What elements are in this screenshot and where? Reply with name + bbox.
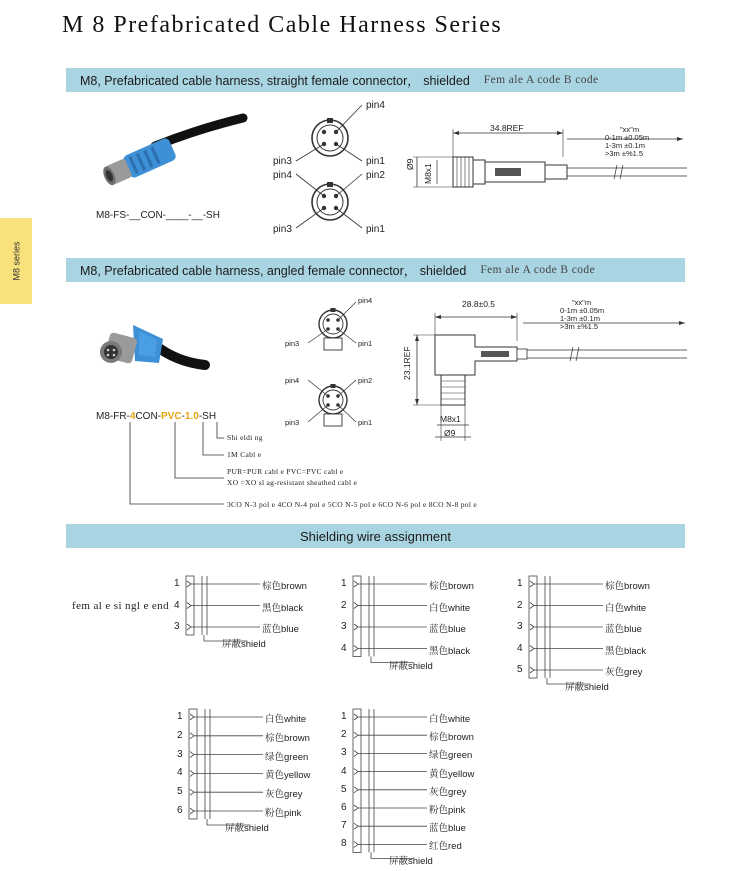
s2-pin4-bottom: pin4: [285, 376, 300, 385]
s2-tol-3: >3m ±%1.5: [560, 322, 599, 331]
part-suffix: -SH: [198, 411, 217, 422]
wire-color-label: 蓝色blue: [429, 624, 466, 635]
pin-number: 7: [341, 820, 347, 832]
wire-color-label: 白色white: [265, 714, 307, 725]
pin-number: 2: [517, 599, 523, 611]
pin-number: 1: [177, 711, 183, 722]
section1-subtitle: Fem ale A code B code: [483, 74, 599, 86]
pin-number: 1: [174, 578, 180, 589]
note-poles: 3CO N-3 pol e 4CO N-4 pol e 5CO N-5 pol e 6CO N-6 pol e 8CO N-8 pol e: [227, 500, 478, 509]
wire-color-label: 黄色yellow: [265, 770, 311, 782]
pin-number: 8: [341, 838, 347, 850]
pin-number: 2: [341, 599, 347, 611]
wire-color-label: 黑色black: [429, 645, 471, 657]
page-title: M 8 Prefabricated Cable Harness Series: [62, 12, 503, 38]
wire-color-label: 白色white: [429, 714, 471, 725]
pin-number: 4: [341, 642, 347, 654]
pin-number: 3: [341, 747, 347, 759]
s1-pin3-bottom: pin3: [273, 224, 292, 235]
s1-tol-0: "xx"m: [620, 125, 640, 134]
wire-color-label: 蓝色blue: [262, 624, 299, 635]
part-poles: 4: [129, 411, 136, 422]
s1-pin1-top: pin1: [366, 156, 385, 167]
pin-number: 1: [517, 578, 523, 589]
note-shielding: Shi eldi ng: [227, 433, 263, 442]
wire-color-label: 粉色pink: [429, 805, 466, 816]
s2-tol-1: 0-1m ±0.05m: [560, 306, 605, 315]
s2-tol-2: 1-3m ±0.1m: [560, 314, 600, 323]
wire-color-label: 棕色brown: [605, 581, 650, 592]
wire-color-label: 棕色brown: [429, 581, 474, 592]
female-single-end-note: fem al e si ngl e end: [72, 600, 169, 612]
wire-color-label: 绿色green: [265, 751, 309, 763]
s1-dim-length: 34.8REF: [490, 123, 524, 133]
wire-color-label: 黑色black: [262, 602, 304, 614]
s1-tol-1: 0-1m ±0.05m: [605, 133, 650, 142]
pin-number: 3: [174, 621, 180, 632]
shield-label: 屏蔽shield: [225, 823, 269, 834]
connector-body: [353, 709, 361, 852]
s1-pin4-bottom: pin4: [273, 170, 292, 181]
note-material-1: PUR=PUR cabl e PVC=PVC cabl e: [227, 467, 344, 476]
wire-color-label: 棕色brown: [262, 581, 307, 592]
s2-dim-thread: M8x1: [440, 414, 461, 424]
part-material: PVC: [161, 411, 182, 422]
note-length: 1M Cabl e: [227, 450, 262, 459]
pin-number: 6: [341, 802, 347, 813]
s1-tol-3: >3m ±%1.5: [605, 149, 644, 158]
wire-color-label: 粉色pink: [265, 808, 302, 819]
s1-pin1-bottom: pin1: [366, 224, 385, 235]
wire-color-label: 黄色yellow: [429, 768, 475, 780]
s1-pin2-bottom: pin2: [366, 170, 385, 181]
wire-color-label: 蓝色blue: [429, 823, 466, 835]
pin-number: 4: [341, 765, 347, 777]
wire-color-label: 棕色brown: [429, 732, 474, 744]
pin-number: 3: [341, 621, 347, 632]
pin-number: 1: [341, 711, 347, 722]
s1-tol-2: 1-3m ±0.1m: [605, 141, 645, 150]
pin-number: 4: [517, 642, 523, 654]
pin-number: 5: [177, 786, 183, 798]
part-dash: -: [181, 411, 185, 422]
shield-label: 屏蔽shield: [389, 660, 433, 672]
wire-color-label: 黑色black: [605, 645, 647, 657]
pin-number: 2: [177, 729, 183, 741]
shield-label: 屏蔽shield: [222, 639, 266, 650]
wire-color-label: 绿色green: [429, 750, 473, 762]
s2-pin1-bottom: pin1: [358, 418, 373, 427]
part-prefix: M8-FR-: [96, 411, 130, 422]
part-con: CON-: [135, 411, 162, 422]
wire-color-label: 灰色grey: [429, 786, 467, 798]
wire-color-label: 白色white: [429, 602, 471, 614]
pin-number: 6: [177, 805, 183, 816]
s2-dim-diameter: Ø9: [444, 428, 456, 438]
pin-number: 4: [174, 599, 180, 611]
s2-pin4-top: pin4: [358, 296, 373, 305]
s2-pin2-bottom: pin2: [358, 376, 373, 385]
wire-color-label: 棕色brown: [265, 732, 310, 744]
s2-tol-0: "xx"m: [572, 298, 592, 307]
s2-pin1-top: pin1: [358, 339, 373, 348]
note-material-2: XO =XO sl ag-resistant sheathed cabl e: [227, 478, 358, 487]
pin-number: 3: [517, 621, 523, 632]
pin-number: 5: [517, 664, 523, 675]
section1-title: M8, Prefabricated cable harness, straight female connector， shielded: [80, 74, 470, 88]
s2-dim-height: 23.1REF: [402, 346, 412, 380]
wire-color-label: 白色white: [605, 602, 647, 614]
section1-part-code: M8-FS-__CON-____-__-SH: [96, 210, 220, 221]
shield-label: 屏蔽shield: [389, 856, 433, 868]
pin-number: 2: [341, 729, 347, 741]
wire-color-label: 灰色grey: [265, 789, 303, 801]
s1-pin4-top: pin4: [366, 100, 385, 111]
pin-number: 4: [177, 767, 183, 779]
section2-subtitle: Fem ale A code B code: [480, 264, 596, 276]
shield-label: 屏蔽shield: [565, 682, 609, 693]
pin-number: 1: [341, 578, 347, 589]
s2-dim-width: 28.8±0.5: [462, 299, 496, 309]
section2-title: M8, Prefabricated cable harness, angled female connector， shielded: [80, 264, 467, 278]
s1-pin3-top: pin3: [273, 156, 292, 167]
pin-number: 3: [177, 748, 183, 760]
wire-color-label: 红色red: [429, 841, 462, 853]
s1-dim-diameter: Ø9: [405, 158, 415, 170]
s2-pin3-bottom: pin3: [285, 418, 300, 427]
s1-dim-thread: M8x1: [423, 163, 433, 184]
section3-title: Shielding wire assignment: [299, 528, 452, 544]
pin-number: 5: [341, 783, 347, 795]
wire-color-label: 灰色grey: [605, 667, 643, 678]
side-tab-label: M8 series: [11, 241, 22, 281]
part-length: 1.0: [184, 411, 199, 422]
s2-pin3-top: pin3: [285, 339, 300, 348]
wire-color-label: 蓝色blue: [605, 624, 642, 635]
